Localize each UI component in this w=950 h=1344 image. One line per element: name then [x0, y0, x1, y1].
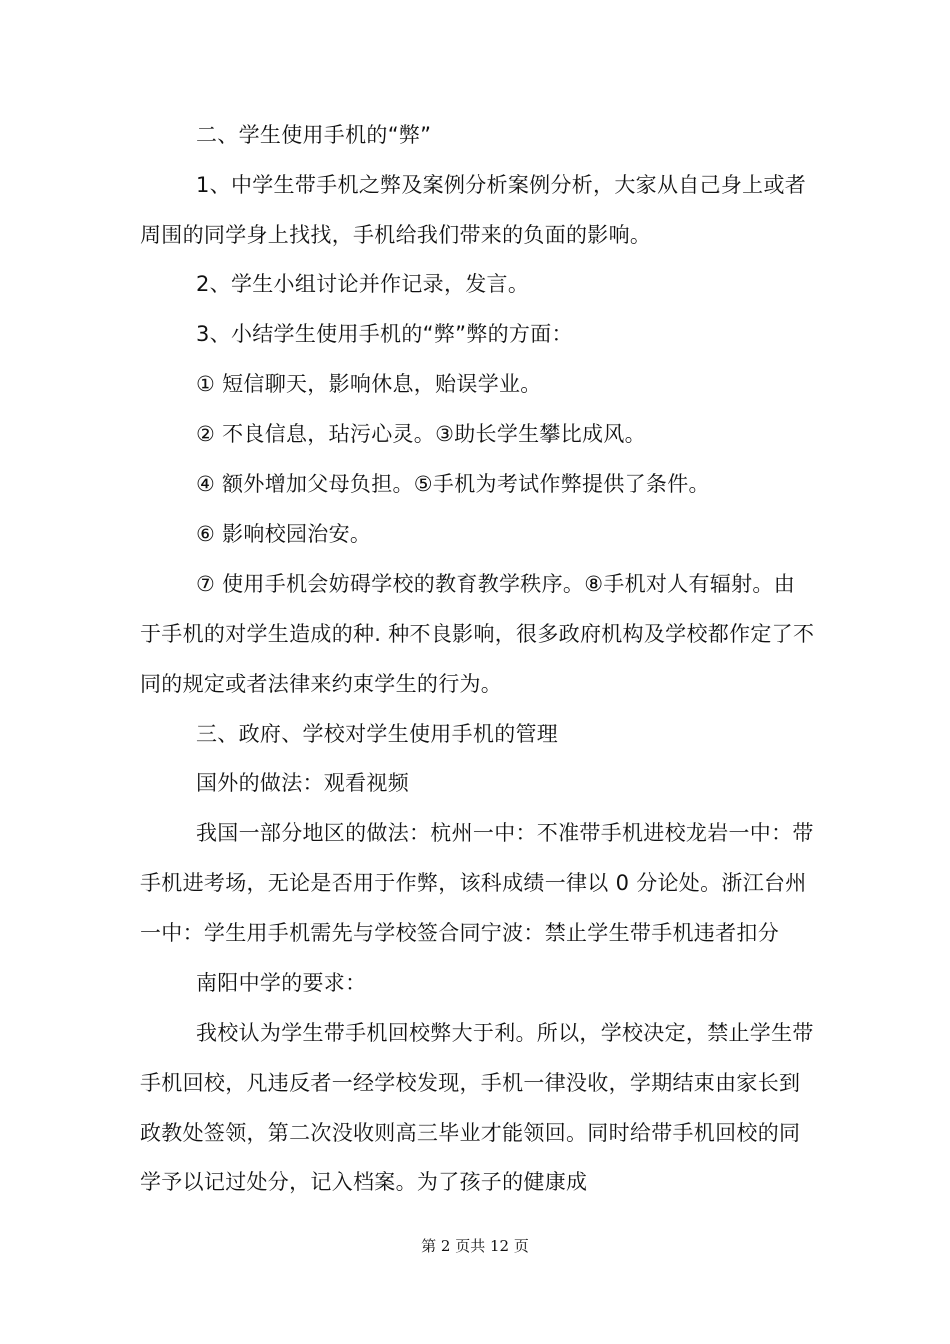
- paragraph-line: 国外的做法：观看视频: [196, 771, 409, 795]
- paragraph-line: 手机进考场，无论是否用于作弊，该科成绩一律以 0 分论处。浙江台州: [140, 871, 807, 895]
- page-footer: 第 2 页共 12 页: [421, 1237, 529, 1255]
- list-item: ④ 额外增加父母负担。⑤手机为考试作弊提供了条件。: [196, 472, 710, 496]
- paragraph-line: 手机回校，凡违反者一经学校发现，手机一律没收，学期结束由家长到: [140, 1071, 801, 1095]
- paragraph-line: 一中：学生用手机需先与学校签合同宁波：禁止学生带手机违者扣分: [140, 921, 779, 945]
- list-item: ⑦ 使用手机会妨碍学校的教育教学秩序。⑧手机对人有辐射。由: [196, 572, 796, 596]
- paragraph-line: 南阳中学的要求：: [196, 971, 367, 995]
- list-item: ② 不良信息，玷污心灵。③助长学生攀比成风。: [196, 422, 646, 446]
- section-heading-drawbacks: 二、学生使用手机的“弊”: [196, 123, 432, 147]
- paragraph-line: 1、中学生带手机之弊及案例分析案例分析，大家从自己身上或者: [196, 173, 807, 197]
- list-item: ① 短信聊天，影响休息，贻误学业。: [196, 372, 542, 396]
- paragraph-line: 学予以记过处分，记入档案。为了孩子的健康成: [140, 1170, 588, 1194]
- paragraph-line: 周围的同学身上找找，手机给我们带来的负面的影响。: [140, 223, 652, 247]
- paragraph-line: 于手机的对学生造成的种. 种不良影响，很多政府机构及学校都作定了不: [140, 622, 815, 646]
- paragraph-line: 2、学生小组讨论并作记录，发言。: [196, 272, 530, 296]
- section-heading-management: 三、政府、学校对学生使用手机的管理: [196, 722, 559, 746]
- paragraph-line: 3、小结学生使用手机的“弊”弊的方面：: [196, 322, 573, 346]
- paragraph-line: 同的规定或者法律来约束学生的行为。: [140, 672, 503, 696]
- paragraph-line: 我国一部分地区的做法：杭州一中：不准带手机进校龙岩一中：带: [196, 821, 814, 845]
- list-item: ⑥ 影响校园治安。: [196, 522, 372, 546]
- paragraph-line: 政教处签领，第二次没收则高三毕业才能领回。同时给带手机回校的同: [140, 1121, 801, 1145]
- paragraph-line: 我校认为学生带手机回校弊大于利。所以，学校决定，禁止学生带: [196, 1021, 814, 1045]
